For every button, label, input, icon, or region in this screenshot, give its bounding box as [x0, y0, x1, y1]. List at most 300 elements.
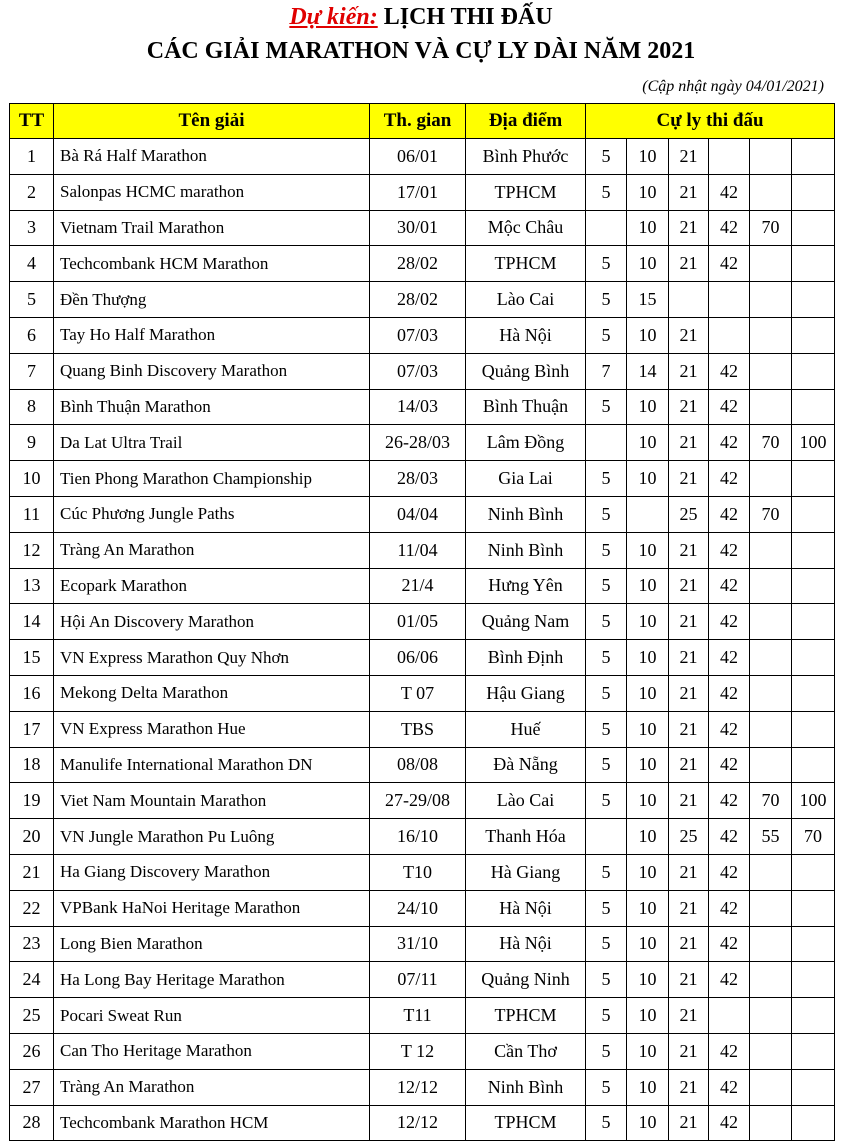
- distance-cell: 5: [586, 389, 627, 425]
- table-row: [10, 246, 835, 282]
- update-note: (Cập nhật ngày 04/01/2021): [642, 78, 824, 95]
- distance-cell: 42: [709, 568, 750, 604]
- distance-cell: 10: [627, 890, 669, 926]
- distance-cell: 55: [750, 819, 792, 855]
- distance-cell: 42: [709, 174, 750, 210]
- distance-cell: [750, 1033, 792, 1069]
- distance-cell: 10: [627, 711, 669, 747]
- race-place: Ninh Bình: [466, 532, 586, 568]
- race-place: Đà Nẵng: [466, 747, 586, 783]
- distance-cell: 10: [627, 139, 669, 175]
- distance-cell: [750, 317, 792, 353]
- race-place: Ninh Bình: [466, 496, 586, 532]
- table-row: [10, 747, 835, 783]
- table-row: [10, 461, 835, 497]
- title-main: LỊCH THI ĐẤU: [383, 4, 553, 30]
- distance-cell: [709, 317, 750, 353]
- row-number: 20: [10, 819, 54, 855]
- row-number: 21: [10, 854, 54, 890]
- distance-cell: 10: [627, 854, 669, 890]
- distance-cell: 42: [709, 1105, 750, 1141]
- race-name: Cúc Phương Jungle Paths: [54, 496, 370, 532]
- row-number: 25: [10, 998, 54, 1034]
- distance-cell: 5: [586, 1105, 627, 1141]
- race-date: T 07: [370, 675, 466, 711]
- distance-cell: [750, 1069, 792, 1105]
- race-date: 14/03: [370, 389, 466, 425]
- distance-cell: 5: [586, 926, 627, 962]
- distance-cell: [792, 998, 835, 1034]
- distance-cell: [792, 854, 835, 890]
- distance-cell: [792, 532, 835, 568]
- row-number: 5: [10, 282, 54, 318]
- distance-cell: 42: [709, 747, 750, 783]
- distance-cell: [586, 425, 627, 461]
- row-number: 23: [10, 926, 54, 962]
- schedule-table: [9, 103, 835, 1141]
- distance-cell: [750, 926, 792, 962]
- distance-cell: 7: [586, 353, 627, 389]
- distance-cell: [669, 282, 709, 318]
- distance-cell: 5: [586, 783, 627, 819]
- table-row: [10, 210, 835, 246]
- distance-cell: 10: [627, 998, 669, 1034]
- distance-cell: 21: [669, 1105, 709, 1141]
- distance-cell: 42: [709, 246, 750, 282]
- row-number: 18: [10, 747, 54, 783]
- distance-cell: 21: [669, 139, 709, 175]
- race-name: VN Jungle Marathon Pu Luông: [54, 819, 370, 855]
- distance-cell: 10: [627, 926, 669, 962]
- header-distances: Cự ly thi đấu: [586, 104, 835, 139]
- distance-cell: 21: [669, 747, 709, 783]
- header-place: Địa điểm: [466, 104, 586, 139]
- row-number: 27: [10, 1069, 54, 1105]
- table-row: [10, 1033, 835, 1069]
- race-name: Techcombank Marathon HCM: [54, 1105, 370, 1141]
- distance-cell: 5: [586, 998, 627, 1034]
- race-name: Viet Nam Mountain Marathon: [54, 783, 370, 819]
- race-place: Quảng Nam: [466, 604, 586, 640]
- race-place: Hậu Giang: [466, 675, 586, 711]
- race-name: Techcombank HCM Marathon: [54, 246, 370, 282]
- distance-cell: [792, 496, 835, 532]
- race-name: Tràng An Marathon: [54, 1069, 370, 1105]
- race-date: 24/10: [370, 890, 466, 926]
- distance-cell: 21: [669, 317, 709, 353]
- distance-cell: 42: [709, 353, 750, 389]
- distance-cell: 10: [627, 783, 669, 819]
- race-place: Thanh Hóa: [466, 819, 586, 855]
- race-name: Ha Long Bay Heritage Marathon: [54, 962, 370, 998]
- distance-cell: 42: [709, 926, 750, 962]
- table-row: [10, 425, 835, 461]
- row-number: 6: [10, 317, 54, 353]
- row-number: 13: [10, 568, 54, 604]
- race-date: 04/04: [370, 496, 466, 532]
- race-name: VN Express Marathon Hue: [54, 711, 370, 747]
- distance-cell: [750, 568, 792, 604]
- distance-cell: 5: [586, 1033, 627, 1069]
- race-place: Hà Nội: [466, 317, 586, 353]
- distance-cell: 10: [627, 675, 669, 711]
- distance-cell: 21: [669, 389, 709, 425]
- race-place: Gia Lai: [466, 461, 586, 497]
- distance-cell: 5: [586, 962, 627, 998]
- distance-cell: 10: [627, 1033, 669, 1069]
- distance-cell: [750, 747, 792, 783]
- race-date: 06/01: [370, 139, 466, 175]
- row-number: 15: [10, 640, 54, 676]
- table-row: [10, 640, 835, 676]
- distance-cell: 10: [627, 819, 669, 855]
- distance-cell: [750, 890, 792, 926]
- row-number: 26: [10, 1033, 54, 1069]
- race-date: 08/08: [370, 747, 466, 783]
- distance-cell: 42: [709, 675, 750, 711]
- distance-cell: [750, 139, 792, 175]
- distance-cell: 21: [669, 926, 709, 962]
- distance-cell: 42: [709, 640, 750, 676]
- row-number: 12: [10, 532, 54, 568]
- race-place: TPHCM: [466, 998, 586, 1034]
- distance-cell: 10: [627, 962, 669, 998]
- distance-cell: [792, 1105, 835, 1141]
- race-name: Mekong Delta Marathon: [54, 675, 370, 711]
- race-place: Huế: [466, 711, 586, 747]
- distance-cell: [750, 854, 792, 890]
- distance-cell: 5: [586, 747, 627, 783]
- race-date: 06/06: [370, 640, 466, 676]
- race-name: Can Tho Heritage Marathon: [54, 1033, 370, 1069]
- distance-cell: [792, 317, 835, 353]
- row-number: 2: [10, 174, 54, 210]
- table-row: [10, 389, 835, 425]
- title-line: [0, 2, 842, 32]
- distance-cell: [750, 675, 792, 711]
- table-row: [10, 317, 835, 353]
- race-name: Ecopark Marathon: [54, 568, 370, 604]
- distance-cell: 42: [709, 389, 750, 425]
- header-tt: TT: [10, 104, 54, 139]
- race-place: Quảng Ninh: [466, 962, 586, 998]
- distance-cell: 21: [669, 246, 709, 282]
- distance-cell: [627, 496, 669, 532]
- distance-cell: 21: [669, 711, 709, 747]
- table-row: [10, 532, 835, 568]
- distance-cell: [709, 139, 750, 175]
- distance-cell: 10: [627, 317, 669, 353]
- distance-cell: [792, 890, 835, 926]
- table-row: [10, 675, 835, 711]
- distance-cell: 21: [669, 675, 709, 711]
- distance-cell: [750, 711, 792, 747]
- table-row: [10, 783, 835, 819]
- race-name: Bình Thuận Marathon: [54, 389, 370, 425]
- distance-cell: 70: [750, 210, 792, 246]
- race-name: Da Lat Ultra Trail: [54, 425, 370, 461]
- race-date: 16/10: [370, 819, 466, 855]
- distance-cell: 42: [709, 819, 750, 855]
- distance-cell: 21: [669, 1069, 709, 1105]
- race-date: 31/10: [370, 926, 466, 962]
- distance-cell: 21: [669, 640, 709, 676]
- race-name: Tay Ho Half Marathon: [54, 317, 370, 353]
- race-place: Quảng Bình: [466, 353, 586, 389]
- distance-cell: 42: [709, 890, 750, 926]
- distance-cell: [750, 353, 792, 389]
- distance-cell: 5: [586, 317, 627, 353]
- table-row: [10, 962, 835, 998]
- distance-cell: [750, 1105, 792, 1141]
- race-date: T10: [370, 854, 466, 890]
- distance-cell: [792, 389, 835, 425]
- race-place: Lào Cai: [466, 282, 586, 318]
- table-row: [10, 282, 835, 318]
- distance-cell: 42: [709, 425, 750, 461]
- row-number: 7: [10, 353, 54, 389]
- race-name: VN Express Marathon Quy Nhơn: [54, 640, 370, 676]
- distance-cell: 70: [750, 496, 792, 532]
- distance-cell: 10: [627, 425, 669, 461]
- distance-cell: 21: [669, 210, 709, 246]
- distance-cell: [792, 568, 835, 604]
- table-row: [10, 604, 835, 640]
- distance-cell: 5: [586, 675, 627, 711]
- distance-cell: 42: [709, 711, 750, 747]
- distance-cell: [792, 461, 835, 497]
- row-number: 10: [10, 461, 54, 497]
- row-number: 3: [10, 210, 54, 246]
- race-name: Tien Phong Marathon Championship: [54, 461, 370, 497]
- race-name: Salonpas HCMC marathon: [54, 174, 370, 210]
- distance-cell: [709, 282, 750, 318]
- distance-cell: [750, 282, 792, 318]
- race-name: Hội An Discovery Marathon: [54, 604, 370, 640]
- race-date: 07/11: [370, 962, 466, 998]
- row-number: 9: [10, 425, 54, 461]
- distance-cell: 5: [586, 1069, 627, 1105]
- race-name: Manulife International Marathon DN: [54, 747, 370, 783]
- distance-cell: [709, 998, 750, 1034]
- race-name: Bà Rá Half Marathon: [54, 139, 370, 175]
- distance-cell: 5: [586, 139, 627, 175]
- table-row: [10, 998, 835, 1034]
- race-date: 07/03: [370, 317, 466, 353]
- race-name: Pocari Sweat Run: [54, 998, 370, 1034]
- distance-cell: 10: [627, 246, 669, 282]
- distance-cell: 42: [709, 854, 750, 890]
- distance-cell: 42: [709, 783, 750, 819]
- distance-cell: 21: [669, 353, 709, 389]
- table-row: [10, 568, 835, 604]
- race-date: 28/02: [370, 246, 466, 282]
- distance-cell: 21: [669, 783, 709, 819]
- distance-cell: [750, 640, 792, 676]
- race-date: 11/04: [370, 532, 466, 568]
- distance-cell: 5: [586, 532, 627, 568]
- distance-cell: 10: [627, 532, 669, 568]
- race-date: 30/01: [370, 210, 466, 246]
- distance-cell: 21: [669, 461, 709, 497]
- row-number: 19: [10, 783, 54, 819]
- table-body: [10, 139, 835, 1141]
- distance-cell: 42: [709, 604, 750, 640]
- distance-cell: [586, 819, 627, 855]
- table-row: [10, 353, 835, 389]
- distance-cell: 70: [750, 425, 792, 461]
- row-number: 24: [10, 962, 54, 998]
- distance-cell: 21: [669, 532, 709, 568]
- race-date: T 12: [370, 1033, 466, 1069]
- race-date: 12/12: [370, 1105, 466, 1141]
- distance-cell: 10: [627, 604, 669, 640]
- distance-cell: 42: [709, 1033, 750, 1069]
- distance-cell: 10: [627, 210, 669, 246]
- race-place: Lào Cai: [466, 783, 586, 819]
- distance-cell: 10: [627, 174, 669, 210]
- distance-cell: 21: [669, 604, 709, 640]
- row-number: 4: [10, 246, 54, 282]
- race-place: TPHCM: [466, 174, 586, 210]
- race-name: Tràng An Marathon: [54, 532, 370, 568]
- race-name: Vietnam Trail Marathon: [54, 210, 370, 246]
- header-name: Tên giải: [54, 104, 370, 139]
- race-date: 17/01: [370, 174, 466, 210]
- row-number: 14: [10, 604, 54, 640]
- distance-cell: 5: [586, 711, 627, 747]
- race-place: Hưng Yên: [466, 568, 586, 604]
- distance-cell: 42: [709, 1069, 750, 1105]
- distance-cell: 42: [709, 461, 750, 497]
- distance-cell: [792, 747, 835, 783]
- distance-cell: 5: [586, 890, 627, 926]
- race-place: Lâm Đồng: [466, 425, 586, 461]
- distance-cell: [792, 604, 835, 640]
- distance-cell: 5: [586, 246, 627, 282]
- distance-cell: [792, 210, 835, 246]
- distance-cell: [792, 962, 835, 998]
- row-number: 28: [10, 1105, 54, 1141]
- distance-cell: 21: [669, 174, 709, 210]
- distance-cell: [792, 1033, 835, 1069]
- distance-cell: 21: [669, 998, 709, 1034]
- distance-cell: 10: [627, 461, 669, 497]
- distance-cell: 42: [709, 496, 750, 532]
- distance-cell: 10: [627, 389, 669, 425]
- distance-cell: 21: [669, 854, 709, 890]
- race-place: TPHCM: [466, 1105, 586, 1141]
- table-row: [10, 819, 835, 855]
- distance-cell: 25: [669, 819, 709, 855]
- distance-cell: [750, 532, 792, 568]
- distance-cell: [586, 210, 627, 246]
- table-row: [10, 139, 835, 175]
- distance-cell: 21: [669, 1033, 709, 1069]
- distance-cell: [792, 246, 835, 282]
- distance-cell: [750, 461, 792, 497]
- race-date: 28/03: [370, 461, 466, 497]
- race-name: Ha Giang Discovery Marathon: [54, 854, 370, 890]
- race-place: TPHCM: [466, 246, 586, 282]
- table-row: [10, 174, 835, 210]
- distance-cell: 100: [792, 425, 835, 461]
- distance-cell: [792, 711, 835, 747]
- distance-cell: 21: [669, 568, 709, 604]
- distance-cell: 42: [709, 532, 750, 568]
- distance-cell: 5: [586, 496, 627, 532]
- race-name: Long Bien Marathon: [54, 926, 370, 962]
- row-number: 16: [10, 675, 54, 711]
- distance-cell: [750, 604, 792, 640]
- race-date: 27-29/08: [370, 783, 466, 819]
- table-row: [10, 1069, 835, 1105]
- race-place: Bình Định: [466, 640, 586, 676]
- distance-cell: 5: [586, 568, 627, 604]
- table-row: [10, 890, 835, 926]
- row-number: 8: [10, 389, 54, 425]
- distance-cell: [750, 998, 792, 1034]
- race-place: Cần Thơ: [466, 1033, 586, 1069]
- distance-cell: 15: [627, 282, 669, 318]
- title-lead: Dự kiến:: [289, 4, 378, 30]
- distance-cell: 14: [627, 353, 669, 389]
- race-name: VPBank HaNoi Heritage Marathon: [54, 890, 370, 926]
- race-name: Quang Binh Discovery Marathon: [54, 353, 370, 389]
- distance-cell: 70: [750, 783, 792, 819]
- distance-cell: 21: [669, 425, 709, 461]
- race-date: 28/02: [370, 282, 466, 318]
- race-date: 21/4: [370, 568, 466, 604]
- race-date: 12/12: [370, 1069, 466, 1105]
- distance-cell: [792, 1069, 835, 1105]
- table-row: [10, 711, 835, 747]
- distance-cell: [750, 174, 792, 210]
- distance-cell: [750, 389, 792, 425]
- table-row: [10, 854, 835, 890]
- distance-cell: 5: [586, 461, 627, 497]
- row-number: 1: [10, 139, 54, 175]
- race-date: T11: [370, 998, 466, 1034]
- race-place: Mộc Châu: [466, 210, 586, 246]
- table-row: [10, 1105, 835, 1141]
- row-number: 11: [10, 496, 54, 532]
- row-number: 17: [10, 711, 54, 747]
- distance-cell: 21: [669, 962, 709, 998]
- race-date: 26-28/03: [370, 425, 466, 461]
- race-date: 01/05: [370, 604, 466, 640]
- distance-cell: 10: [627, 1105, 669, 1141]
- distance-cell: 5: [586, 282, 627, 318]
- distance-cell: 10: [627, 568, 669, 604]
- race-date: 07/03: [370, 353, 466, 389]
- header-date: Th. gian: [370, 104, 466, 139]
- distance-cell: [792, 353, 835, 389]
- race-place: Hà Nội: [466, 926, 586, 962]
- distance-cell: [750, 246, 792, 282]
- distance-cell: 5: [586, 854, 627, 890]
- table-row: [10, 926, 835, 962]
- distance-cell: 42: [709, 962, 750, 998]
- distance-cell: 70: [792, 819, 835, 855]
- page-subtitle: CÁC GIẢI MARATHON VÀ CỰ LY DÀI NĂM 2021: [146, 38, 696, 64]
- distance-cell: 5: [586, 604, 627, 640]
- distance-cell: 10: [627, 747, 669, 783]
- distance-cell: [792, 675, 835, 711]
- distance-cell: 5: [586, 174, 627, 210]
- race-date: TBS: [370, 711, 466, 747]
- distance-cell: [750, 962, 792, 998]
